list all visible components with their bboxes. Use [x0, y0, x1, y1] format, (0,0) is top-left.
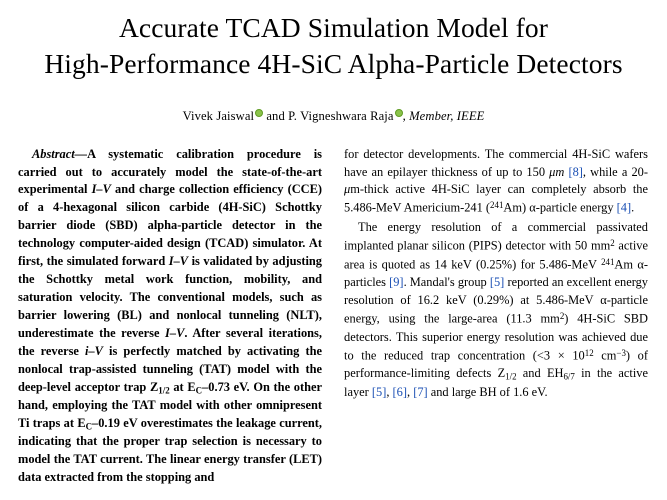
- rc-seg: 6/7: [563, 371, 575, 382]
- rc-seg: reported an excellent energy resolution of 16.2 keV (0.29%) at 5.486-MeV α-particle energy, using the large-area (11.3 mm: [344, 275, 648, 326]
- abstract-seg: and charge collection efficiency (CCE) of a 4-hexagonal silicon carbide (4H-SiC) Schottky barrier diode (SBD) alpha-particle detector in the technology computer-aided design (TCAD) simulator. At first, the simulated forward: [18, 182, 322, 269]
- citation-link[interactable]: [8]: [568, 164, 583, 179]
- abstract-paragraph: [18, 146, 322, 487]
- rc-seg: and EH: [516, 366, 564, 381]
- abstract-seg: I–V: [165, 325, 185, 340]
- abstract-seg: 1/2: [158, 385, 170, 396]
- citation-link[interactable]: [9]: [389, 275, 404, 290]
- rc-seg: 2: [559, 311, 565, 322]
- rc-seg: ,: [386, 384, 393, 399]
- rc-seg: for detector developments. The commercial 4H-SiC wafers have an epilayer thickness of up to 150: [344, 146, 648, 179]
- rc-seg: 1/2: [505, 371, 517, 382]
- rc-seg: 241: [490, 200, 504, 211]
- rc-seg: active area is quoted as 14 keV (0.25%) for 5.486-MeV: [344, 238, 648, 272]
- rc-seg: .: [631, 201, 635, 216]
- citation-link[interactable]: [5]: [489, 275, 505, 290]
- abstract-seg: at E: [169, 379, 196, 394]
- citation-link[interactable]: [7]: [413, 384, 428, 399]
- rc-seg: 2: [610, 237, 615, 248]
- abstract-seg: is validated by adjusting the Schottky metal work function, mobility, and saturation velocity. The conventional models, such as barrier lowering (BL) and nonlocal tunneling (NLT), underestimate the reverse: [18, 254, 323, 340]
- rc-seg: m-thick active 4H-SiC layer can completely absorb the 5.486-MeV Americium-241 (: [344, 182, 648, 216]
- abstract-seg: –0.19 eV overestimates the leakage current, indicating that the proper trap selection is necessary to model the TAT current. The linear energy transfer (LET) data extracted from the stopping and: [18, 415, 323, 485]
- rc-seg: , while a 20-: [582, 164, 648, 179]
- rc-seg: . Mandal's group: [403, 275, 490, 290]
- right-paragraph-2: [344, 219, 648, 402]
- rc-seg: ) 4H-SiC SBD detectors. This superior energy resolution was achieved due to the reduced trap concentration (<3 × 10: [344, 311, 649, 363]
- orcid-icon[interactable]: [395, 109, 403, 117]
- rc-seg: ,: [406, 384, 414, 399]
- citation-link[interactable]: [4]: [616, 201, 632, 216]
- rc-seg: cm: [593, 348, 617, 363]
- abstract-seg: A systematic calibration procedure is carried out to accurately model the state-of-the-art experimental: [18, 146, 322, 197]
- rc-seg: μm: [549, 164, 565, 179]
- title-line-2: High-Performance 4H-SiC Alpha-Particle Detectors: [44, 48, 623, 80]
- author-membership: , Member, IEEE: [402, 108, 485, 123]
- rc-seg: 241: [601, 256, 615, 267]
- abstract-heading: Abstract—: [32, 146, 88, 161]
- rc-seg: The energy resolution of a commercial passivated implanted planar silicon (PIPS) detector with 50 mm: [344, 220, 648, 253]
- right-paragraph-1: [344, 146, 648, 218]
- abstract-seg: –0.73 eV. On the other hand, employing the TAT model with other omnipresent Ti traps at E: [18, 379, 322, 430]
- paper-page: [0, 10, 667, 500]
- abstract-seg: . After several iterations, the reverse: [18, 325, 322, 358]
- title-line-1: Accurate TCAD Simulation Model for: [118, 12, 549, 43]
- citation-link[interactable]: [6]: [392, 384, 407, 399]
- abstract-seg: C: [85, 421, 93, 432]
- citation-link[interactable]: [5]: [371, 384, 387, 399]
- author-conjunction: and: [263, 108, 289, 123]
- author-1-name: Vivek Jaiswal: [182, 108, 255, 123]
- author-2-name: P. Vigneshwara Raja: [288, 108, 394, 123]
- abstract-seg: I–V: [91, 182, 111, 197]
- orcid-icon[interactable]: [255, 109, 263, 117]
- rc-seg: Am) α-particle energy: [503, 201, 617, 216]
- abstract-seg: C: [195, 385, 203, 396]
- rc-seg: 12: [584, 347, 594, 358]
- right-column: [344, 146, 648, 487]
- page-title: [28, 10, 639, 83]
- rc-seg: and large BH of 1.6 eV.: [427, 384, 548, 399]
- abstract-seg: I–V: [168, 254, 189, 269]
- rc-seg: in the active layer: [344, 366, 648, 399]
- abstract-seg: i–V: [85, 343, 103, 358]
- abstract-seg: is perfectly matched by activating the nonlocal trap-assisted tunneling (TAT) model with the deep-level acceptor trap Z: [18, 343, 322, 394]
- body-columns: [18, 146, 649, 487]
- rc-seg: Am α-particles: [344, 257, 648, 290]
- rc-seg: ) of performance-limiting defects Z: [344, 348, 648, 381]
- author-line: [0, 109, 667, 124]
- rc-seg: μ: [344, 182, 351, 197]
- rc-seg: −3: [616, 347, 626, 358]
- left-column: [18, 146, 322, 487]
